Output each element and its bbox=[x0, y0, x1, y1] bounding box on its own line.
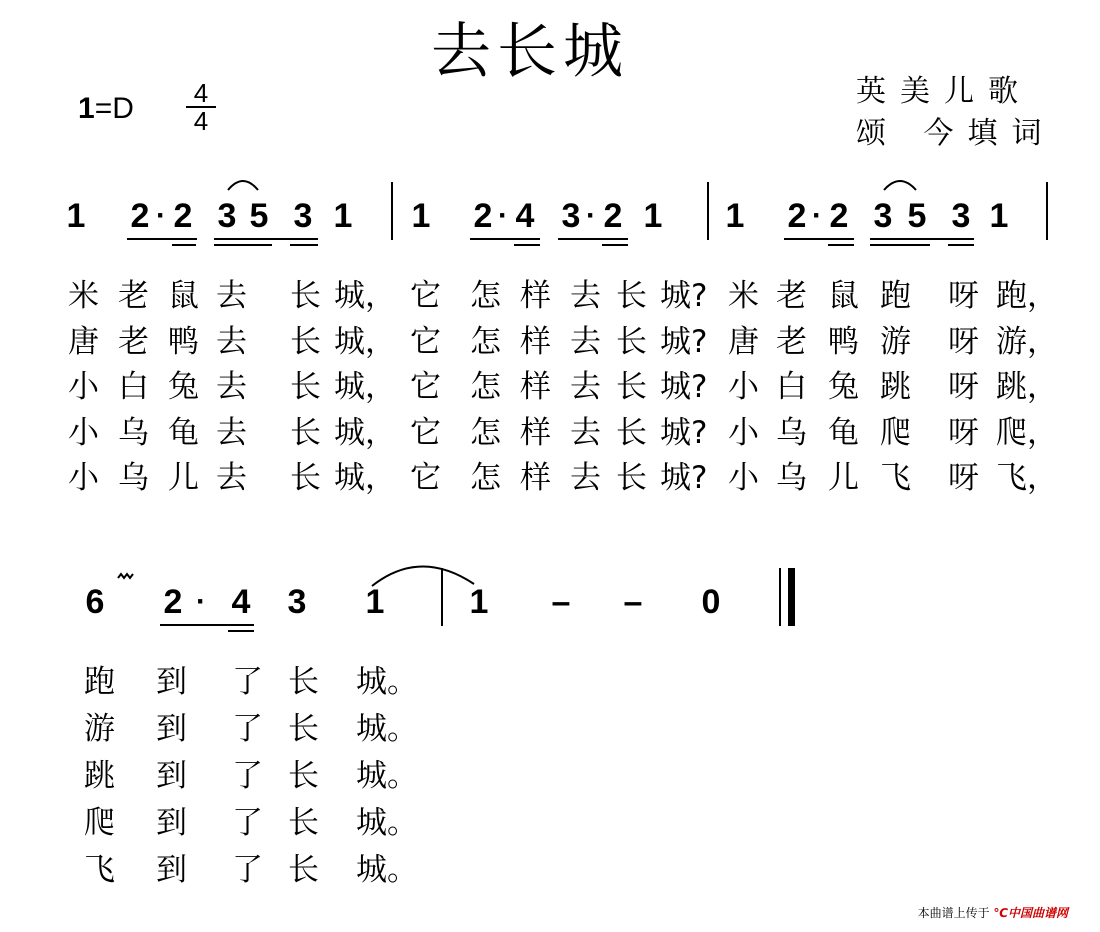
beam-line bbox=[828, 244, 854, 246]
note: 2 bbox=[603, 197, 623, 235]
note: 1 bbox=[66, 197, 86, 235]
lyric-char: 小 bbox=[68, 369, 99, 405]
lyric-char: 长 bbox=[616, 414, 647, 451]
lyric-char: 唐 bbox=[728, 323, 759, 360]
lyric-char: 怎 bbox=[470, 278, 501, 314]
lyric-char: 了 bbox=[232, 711, 263, 747]
lyric-char: 小 bbox=[728, 369, 759, 405]
lyric-char: 老 bbox=[776, 323, 807, 360]
lyrics-credit: 颂 今填词 bbox=[856, 116, 1056, 151]
note: 1 bbox=[469, 583, 489, 621]
lyric-char: 爬， bbox=[996, 414, 1058, 451]
lyric-char: 飞 bbox=[880, 460, 911, 496]
lyric-char: 游 bbox=[880, 323, 911, 360]
lyric-char: 爬 bbox=[84, 805, 115, 841]
lyric-char: 小 bbox=[728, 460, 759, 496]
lyric-char: 飞 bbox=[84, 852, 115, 888]
beam-line bbox=[172, 244, 196, 246]
lyric-char: 米 bbox=[728, 278, 759, 314]
note: 3 bbox=[217, 197, 237, 235]
lyric-char: 它 bbox=[410, 414, 441, 451]
lyric-char: 跑 bbox=[84, 664, 115, 700]
staff-2-marks bbox=[0, 550, 1100, 600]
lyric-char: 城， bbox=[334, 278, 396, 314]
lyric-char: 它 bbox=[410, 460, 441, 496]
note: 2 bbox=[473, 197, 493, 235]
lyric-char: 城， bbox=[334, 369, 396, 405]
lyric-char: 长 bbox=[288, 711, 319, 747]
lyric-char: 怎 bbox=[470, 460, 501, 496]
lyric-char: 爬 bbox=[880, 414, 911, 451]
lyric-char: 样 bbox=[520, 323, 551, 360]
song-title: 去长城 bbox=[431, 17, 629, 87]
note: 4 bbox=[231, 583, 251, 621]
beam-line bbox=[948, 244, 974, 246]
lyric-char: 到 bbox=[156, 852, 187, 888]
lyric-char: 去 bbox=[216, 369, 247, 405]
lyric-char: 城， bbox=[334, 323, 396, 360]
time-bottom: 4 bbox=[193, 106, 209, 136]
lyric-char: 去 bbox=[216, 323, 247, 360]
note: 2 bbox=[829, 197, 849, 235]
lyric-char: 城。 bbox=[356, 664, 418, 700]
note: 1 bbox=[989, 197, 1009, 235]
key-equals: = bbox=[94, 92, 113, 125]
lyric-char: 龟 bbox=[828, 414, 859, 451]
lyric-char: 长 bbox=[288, 805, 319, 841]
lyric-char: 长 bbox=[288, 664, 319, 700]
dot-mark: · bbox=[498, 199, 508, 232]
note: 5 bbox=[249, 197, 269, 235]
note: 3 bbox=[561, 197, 581, 235]
slur bbox=[228, 181, 258, 190]
lyric-char: 长 bbox=[290, 460, 321, 496]
lyric-char: 乌 bbox=[776, 414, 807, 451]
note: 3 bbox=[293, 197, 313, 235]
note: 2 bbox=[787, 197, 807, 235]
lyric-char: 怎 bbox=[470, 369, 501, 405]
time-top: 4 bbox=[193, 78, 209, 108]
lyric-char: 城。 bbox=[356, 805, 418, 841]
lyric-char: 长 bbox=[288, 852, 319, 888]
lyric-char: 乌 bbox=[776, 460, 807, 496]
key-letter: D bbox=[112, 92, 134, 125]
lyric-char: 去 bbox=[216, 278, 247, 314]
lyric-char: 样 bbox=[520, 414, 551, 451]
slur-marks bbox=[0, 168, 1100, 208]
note: 5 bbox=[907, 197, 927, 235]
dot-mark: · bbox=[586, 199, 596, 232]
dot-mark: · bbox=[196, 585, 206, 618]
footer-text: 本曲谱上传于 bbox=[917, 906, 990, 920]
beam-line bbox=[602, 244, 628, 246]
lyric-char: 乌 bbox=[118, 414, 149, 451]
beam-line bbox=[470, 238, 540, 240]
note: 2 bbox=[130, 197, 150, 235]
lyric-char: 儿 bbox=[168, 460, 199, 496]
lyric-char: 飞， bbox=[996, 460, 1058, 496]
key-tonic: 1 bbox=[78, 92, 95, 125]
dot-mark: · bbox=[812, 199, 822, 232]
lyric-char: 去 bbox=[216, 414, 247, 451]
slur bbox=[884, 181, 916, 190]
lyric-char: 长 bbox=[616, 323, 647, 360]
beam-line bbox=[514, 244, 540, 246]
lyric-char: 唐 bbox=[68, 323, 99, 360]
lyric-char: 小 bbox=[728, 414, 759, 451]
lyric-char: 长 bbox=[290, 414, 321, 451]
lyrics-verses-1 bbox=[0, 278, 1100, 508]
note: 1 bbox=[333, 197, 353, 235]
note: 2 bbox=[173, 197, 193, 235]
beam-line bbox=[558, 238, 628, 240]
lyric-char: 老 bbox=[118, 323, 149, 360]
lyric-char: 怎 bbox=[470, 323, 501, 360]
lyric-char: 了 bbox=[232, 758, 263, 794]
note: 2 bbox=[163, 583, 183, 621]
lyric-char: 老 bbox=[118, 278, 149, 314]
lyric-char: 城? bbox=[660, 460, 708, 496]
lyric-char: 城? bbox=[660, 414, 708, 451]
lyric-char: 小 bbox=[68, 414, 99, 451]
beam-line bbox=[160, 624, 254, 626]
lyric-char: 呀 bbox=[948, 278, 979, 314]
lyric-char: 兔 bbox=[828, 369, 859, 405]
lyric-char: 长 bbox=[616, 278, 647, 314]
lyric-char: 呀 bbox=[948, 369, 979, 405]
lyric-char: 跑， bbox=[996, 278, 1058, 314]
note: 4 bbox=[515, 197, 535, 235]
time-signature bbox=[184, 80, 218, 134]
lyric-char: 城。 bbox=[356, 711, 418, 747]
lyric-char: 长 bbox=[288, 758, 319, 794]
note: 1 bbox=[725, 197, 745, 235]
note: 3 bbox=[873, 197, 893, 235]
lyric-char: 米 bbox=[68, 278, 99, 314]
beam-line bbox=[784, 238, 854, 240]
lyric-char: 跑 bbox=[880, 278, 911, 314]
lyric-char: 去 bbox=[570, 414, 601, 451]
lyric-char: 呀 bbox=[948, 460, 979, 496]
key-signature bbox=[78, 92, 134, 126]
lyric-char: 城? bbox=[660, 278, 708, 314]
beam-line bbox=[127, 238, 197, 240]
breath-mark bbox=[118, 574, 133, 578]
note: 6 bbox=[85, 583, 105, 621]
note: 1 bbox=[643, 197, 663, 235]
beam-line bbox=[290, 244, 318, 246]
note: 3 bbox=[287, 583, 307, 621]
dot-mark: · bbox=[156, 199, 166, 232]
lyric-char: 去 bbox=[216, 460, 247, 496]
lyric-char: 样 bbox=[520, 460, 551, 496]
lyric-char: 鸭 bbox=[828, 323, 859, 360]
lyric-char: 乌 bbox=[118, 460, 149, 496]
lyric-char: 去 bbox=[570, 460, 601, 496]
lyric-char: 老 bbox=[776, 278, 807, 314]
lyric-char: 了 bbox=[232, 805, 263, 841]
lyric-char: 城。 bbox=[356, 758, 418, 794]
note: 0 bbox=[701, 583, 721, 621]
lyric-char: 城。 bbox=[356, 852, 418, 888]
note: 1 bbox=[411, 197, 431, 235]
lyric-char: 样 bbox=[520, 369, 551, 405]
lyrics-verses-2 bbox=[0, 664, 600, 894]
lyric-char: 到 bbox=[156, 664, 187, 700]
lyric-char: 了 bbox=[232, 664, 263, 700]
lyric-char: 去 bbox=[570, 278, 601, 314]
lyric-char: 游， bbox=[996, 323, 1058, 360]
lyric-char: 城， bbox=[334, 414, 396, 451]
beam-line bbox=[870, 244, 930, 246]
lyric-char: 儿 bbox=[828, 460, 859, 496]
lyric-char: 城? bbox=[660, 323, 708, 360]
tie bbox=[372, 566, 474, 586]
lyric-char: 兔 bbox=[168, 369, 199, 405]
lyric-char: 了 bbox=[232, 852, 263, 888]
lyric-char: 它 bbox=[410, 278, 441, 314]
lyric-char: 白 bbox=[776, 369, 807, 405]
beam-line bbox=[214, 244, 272, 246]
lyric-char: 去 bbox=[570, 323, 601, 360]
note: 3 bbox=[951, 197, 971, 235]
lyric-char: 呀 bbox=[948, 414, 979, 451]
source-watermark bbox=[918, 904, 1068, 921]
lyric-char: 呀 bbox=[948, 323, 979, 360]
lyric-char: 到 bbox=[156, 805, 187, 841]
lyric-char: 去 bbox=[570, 369, 601, 405]
lyric-char: 长 bbox=[616, 369, 647, 405]
lyric-char: 长 bbox=[616, 460, 647, 496]
lyric-char: 城， bbox=[334, 460, 396, 496]
lyric-char: 长 bbox=[290, 369, 321, 405]
lyric-char: 怎 bbox=[470, 414, 501, 451]
lyric-char: 游 bbox=[84, 711, 115, 747]
note: 1 bbox=[365, 583, 385, 621]
lyric-char: 跳， bbox=[996, 369, 1058, 405]
lyric-char: 鸭 bbox=[168, 323, 199, 360]
music-credit: 英美儿歌 bbox=[856, 74, 1032, 109]
lyric-char: 小 bbox=[68, 460, 99, 496]
dash: – bbox=[551, 583, 571, 621]
beam-line bbox=[214, 238, 318, 240]
beam-line bbox=[228, 630, 254, 632]
site-logo: ℃中国曲谱网 bbox=[993, 906, 1068, 920]
lyric-char: 城? bbox=[660, 369, 708, 405]
lyric-char: 样 bbox=[520, 278, 551, 314]
dash: – bbox=[623, 583, 643, 621]
lyric-char: 鼠 bbox=[168, 278, 199, 314]
lyric-char: 鼠 bbox=[828, 278, 859, 314]
lyric-char: 长 bbox=[290, 278, 321, 314]
lyric-char: 它 bbox=[410, 369, 441, 405]
beam-line bbox=[870, 238, 974, 240]
lyric-char: 到 bbox=[156, 711, 187, 747]
lyric-char: 龟 bbox=[168, 414, 199, 451]
lyric-char: 到 bbox=[156, 758, 187, 794]
lyric-char: 跳 bbox=[880, 369, 911, 405]
site-name: 中国曲谱网 bbox=[1007, 906, 1068, 920]
lyric-char: 跳 bbox=[84, 758, 115, 794]
lyric-char: 白 bbox=[118, 369, 149, 405]
lyric-char: 它 bbox=[410, 323, 441, 360]
lyric-char: 长 bbox=[290, 323, 321, 360]
